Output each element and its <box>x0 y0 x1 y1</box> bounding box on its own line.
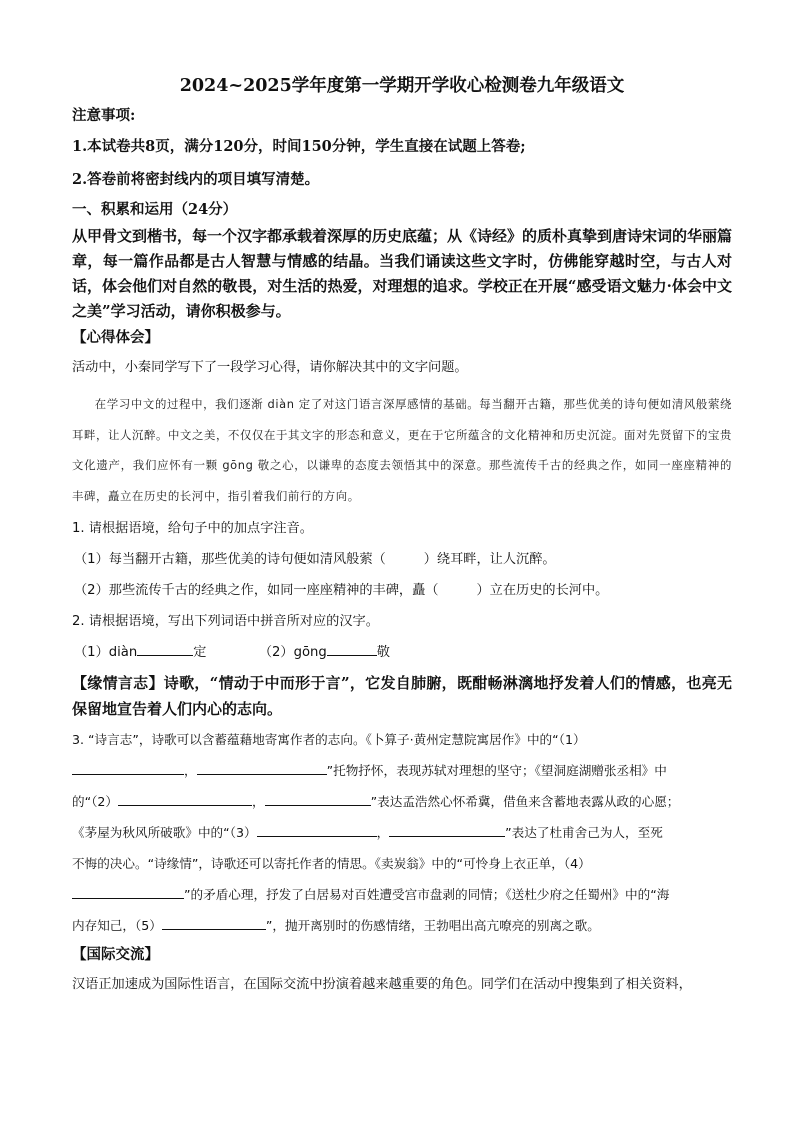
part-guoji-text: 汉语正加速成为国际性语言，在国际交流中扮演着越来越重要的角色。同学们在活动中搜集到了相关资料， <box>72 977 692 992</box>
question-3-line-5: 不悔的决心。“诗缘情”，诗歌还可以寄托作者的情思。《卖炭翁》中的“可怜身上衣正单，（4） <box>72 856 591 871</box>
answer-blank[interactable] <box>257 820 377 837</box>
answer-blank[interactable] <box>265 789 371 806</box>
question-3-line-4: 《茅屋为秋风所破歌》中的“（3） ， ”表达了杜甫舍己为人，至死 <box>72 817 732 848</box>
question-3 <box>72 724 732 941</box>
part-yuanqing <box>72 670 732 722</box>
question-3-line-7: 内存知己，（5） ”，抛开离别时的伤感情绪，王勃唱出高亢嘹亮的别离之歌。 <box>72 910 732 941</box>
answer-blank[interactable] <box>72 882 184 899</box>
answer-blank[interactable] <box>389 820 505 837</box>
section-intro: 从甲骨文到楷书，每一个汉字都承载着深厚的历史底蕴；从《诗经》的质朴真挚到唐诗宋词的华丽篇章，每一篇作品都是古人智慧与情感的结晶。当我们诵读这些文字时，仿佛能穿越时空，与古人对话，体会他们对自然的敬畏，对生活的热爱，对理想的追求。学校正在开展“感受语文魅力·体会中文之美”学习活动，请你积极参与。 <box>72 227 733 320</box>
question-1-item-2 <box>72 575 732 606</box>
question-1-item-1 <box>72 544 732 575</box>
question-1-item-2-pre: （2）那些流传千古的经典之作，如同一座座精神的丰碑，矗（ <box>74 583 439 598</box>
question-2-item-1-pre: （1）diàn <box>74 645 138 660</box>
exam-page <box>72 70 732 1000</box>
question-1-item-2-post: ）立在历史的长河中。 <box>476 583 609 598</box>
part-heading-yuanqing: 【缘情言志】 <box>72 674 164 692</box>
page-title: 2024~2025学年度第一学期开学收心检测卷九年级语文 <box>179 76 625 96</box>
part-lead: 活动中，小秦同学写下了一段学习心得，请你解决其中的文字问题。 <box>72 360 468 375</box>
question-3-line-3: 的“（2） ， ”表达孟浩然心怀希冀，借鱼来含蓄地表露从政的心愿； <box>72 786 732 817</box>
notice-heading: 注意事项: <box>72 107 136 124</box>
question-2-item-1-post: 定 <box>193 645 207 660</box>
question-3-line-2: ， ”托物抒怀，表现苏轼对理想的坚守；《望洞庭湖赠张丞相》中 <box>72 755 732 786</box>
question-2-items <box>72 637 732 668</box>
part-yuanqing-text: 诗歌，“情动于中而形于言”，它发自肺腑，既酣畅淋漓地抒发着人们的情感，也亮无保留地宣告着人们内心的志向。 <box>72 674 732 718</box>
question-1-stem: 1. 请根据语境，给句子中的加点字注音。 <box>72 521 313 536</box>
answer-blank[interactable] <box>118 789 252 806</box>
answer-blank[interactable] <box>137 639 193 656</box>
answer-blank[interactable] <box>197 758 327 775</box>
question-1-item-1-pre: （1）每当翻开古籍，那些优美的诗句便如清风般萦（ <box>74 552 386 567</box>
question-2-item-2-pre: （2）gōng <box>258 645 327 660</box>
notice-item-1: 1.本试卷共8页，满分120分，时间150分钟，学生直接在试题上答卷; <box>72 138 526 155</box>
question-3-line-6: ”的矛盾心理，抒发了白居易对百姓遭受宫市盘剥的同情；《送杜少府之任蜀州》中的“海 <box>72 879 732 910</box>
part-heading-xinde: 【心得体会】 <box>72 329 159 346</box>
answer-blank[interactable] <box>162 913 266 930</box>
study-passage: 在学习中文的过程中，我们逐渐 diàn 定了对这门语言深厚感情的基础。每当翻开古籍，那些优美的诗句便如清风般萦绕耳畔，让人沉醉。中文之美，不仅仅在于其文字的形态和意义，更在于它所蕴含的文化精神和历史沉淀。面对先贤留下的宝贵文化遗产，我们应怀有一颗 gōng 敬之心，以谦卑的态度去领悟其中的深意。那些流传千古的经典之作，如同一座座精神的丰碑，矗立在历史的长河中，指引着我们前行的方向。 <box>72 397 732 503</box>
question-3-line-1: 3. “诗言志”，诗歌可以含蓄蕴藉地寄寓作者的志向。《卜算子·黄州定慧院寓居作》中的“（1） <box>72 732 586 747</box>
answer-blank[interactable] <box>327 639 377 656</box>
part-heading-guoji: 【国际交流】 <box>72 946 159 963</box>
question-2-item-2-post: 敬 <box>376 645 390 660</box>
section-heading: 一、积累和运用（24分） <box>72 201 238 218</box>
answer-blank[interactable] <box>72 758 184 775</box>
question-1-item-1-post: ）绕耳畔，让人沉醉。 <box>423 552 556 567</box>
question-2-stem: 2. 请根据语境，写出下列词语中拼音所对应的汉字。 <box>72 614 379 629</box>
notice-item-2: 2.答卷前将密封线内的项目填写清楚。 <box>72 171 320 188</box>
